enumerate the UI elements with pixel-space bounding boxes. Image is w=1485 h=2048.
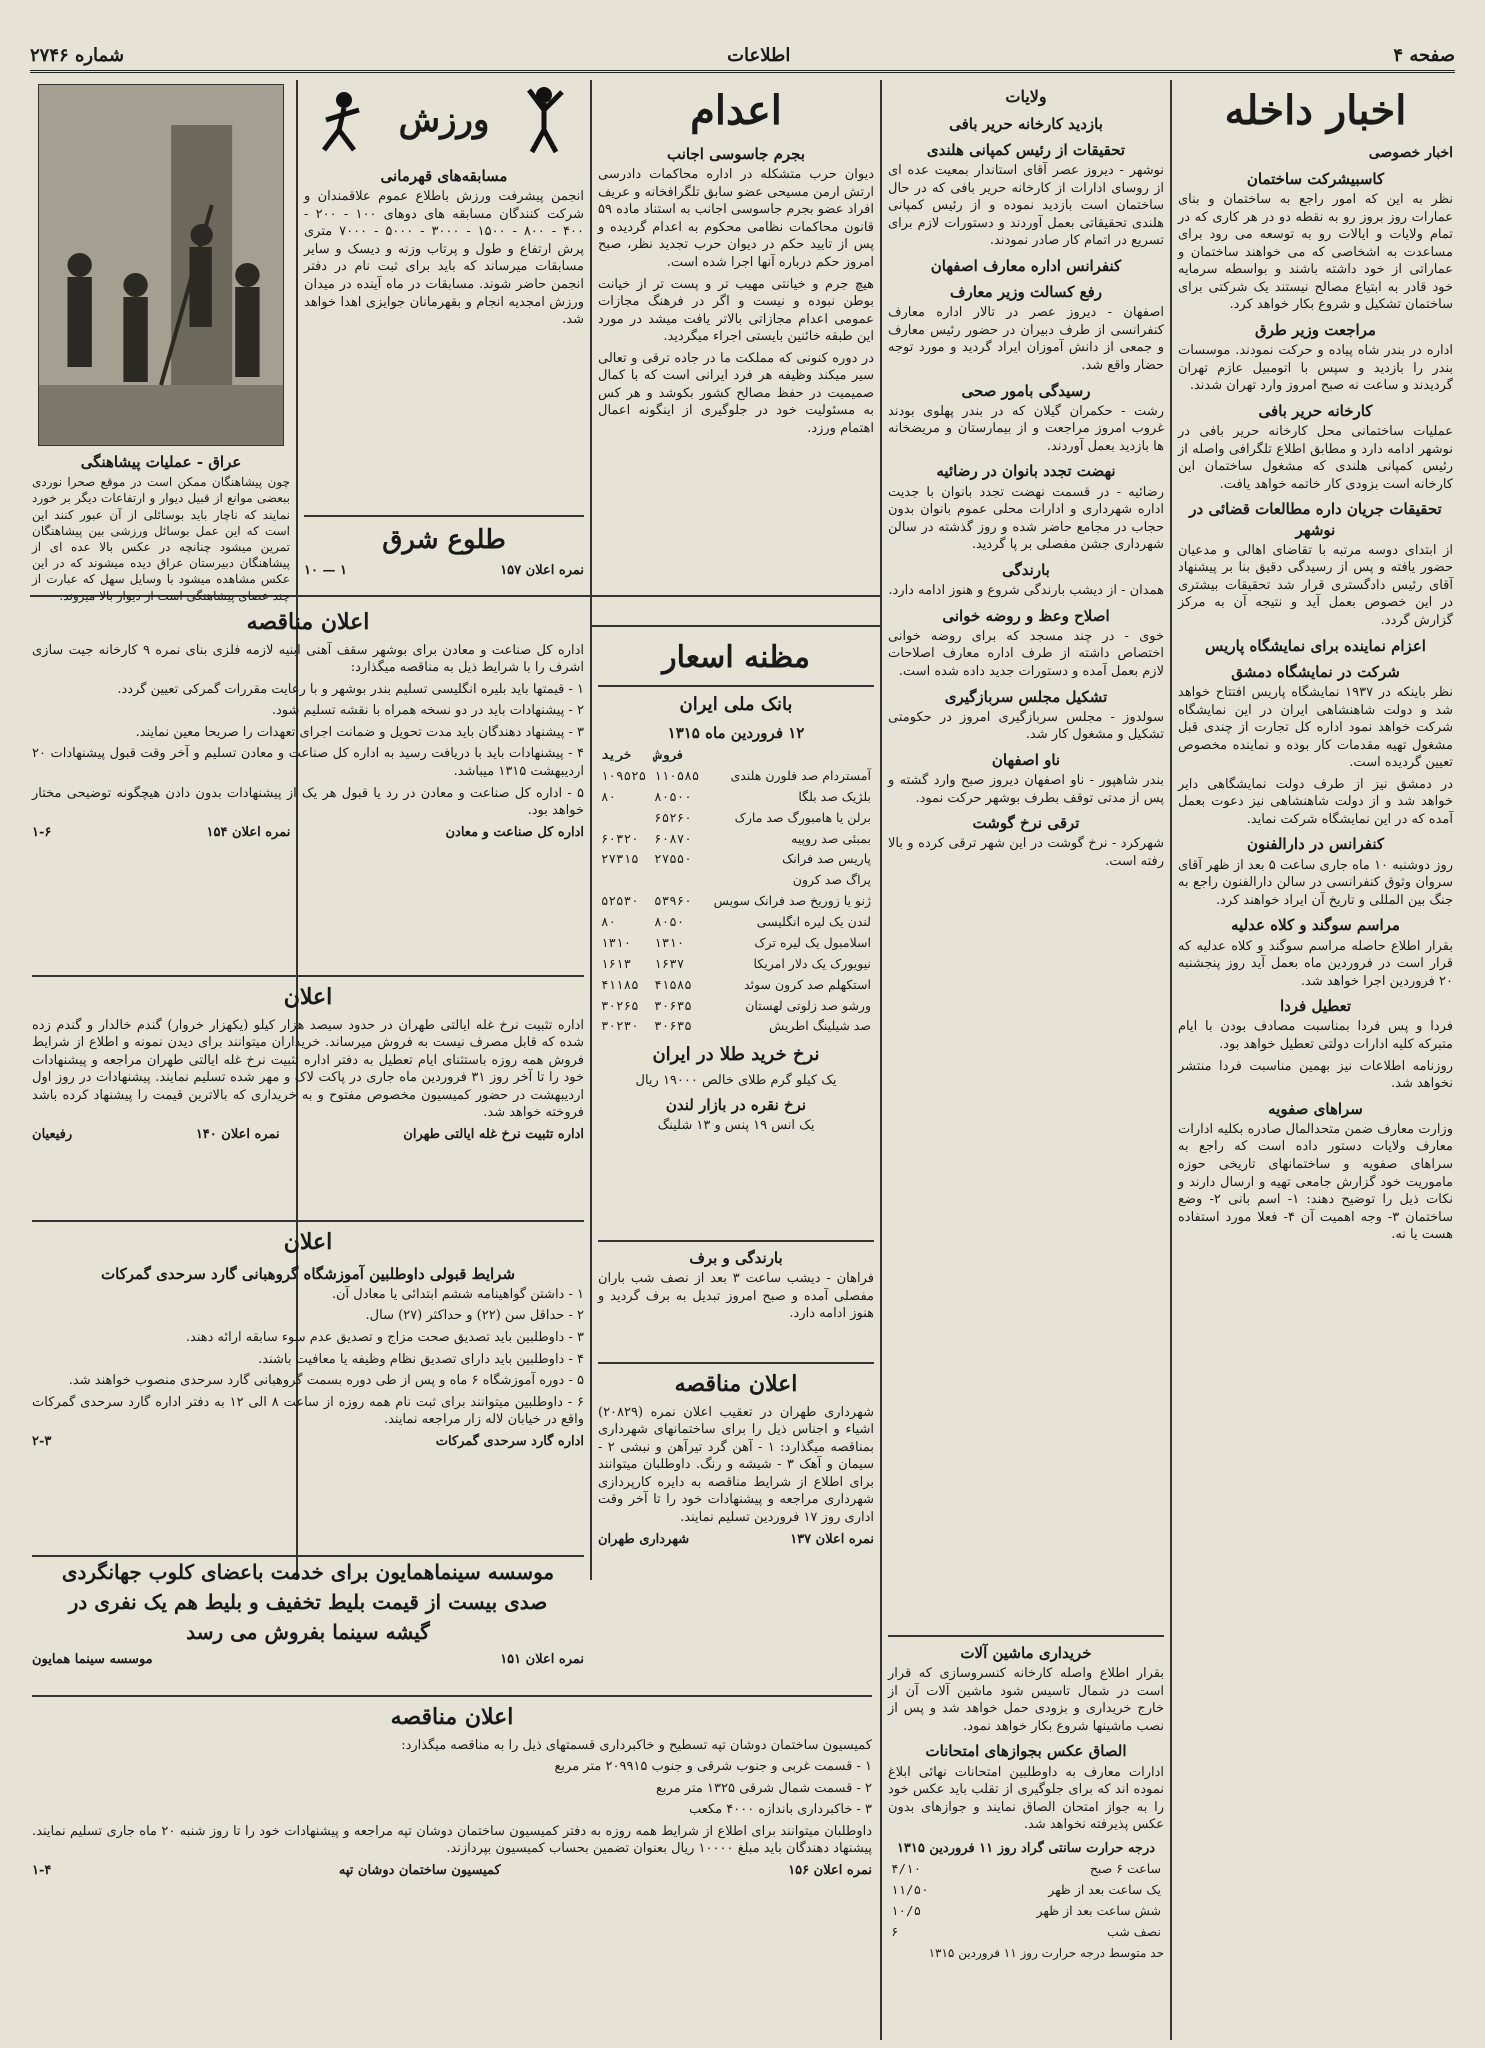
article-body: در دمشق نیز از طرف دولت نمایشگاهی دایر خواهد شد و از دولت شاهنشاهی نیز دعوت بعمل آمده که در این نمایشگاه شرکت نماید. — [1178, 776, 1453, 827]
ad-code: ۱-۴ — [32, 1862, 52, 1878]
article-body: نظر به این که امور راجع به ساختمان و بنای عمارات روز بروز رو به نقطه دو در هر کاری که در تمام ولایات و ایالات رو به توسعه می رود برای مساعدت به اشخاصی که می خواهند ساختمان و عماراتی از خود داشته باشند و بواسطه سرمایه خود قادر به ابتیاع مصالح نیستند یک شرکتی برای ساختمان تشکیل و شروع بکار خواهد کرد. — [1178, 192, 1453, 313]
table-row — [598, 829, 874, 850]
temperature-table — [888, 1859, 1164, 1943]
table-cell: ۸۰ — [601, 788, 617, 804]
column-rule — [1170, 80, 1172, 2040]
article-body: ادارات معارف به داوطلبین امتحانات نهائی ابلاغ نموده اند که برای جلوگیری از تقلب باید عکس خود را به جواز امتحان الصاق نمایند و جوازهای بدون عکس پذیرفته نخواهد شد. — [888, 1764, 1164, 1833]
ad-item: ۵ - دوره آموزشگاه ۶ ماه و پس از طی دوره بسمت گروهبانی گارد سرحدی منصوب خواهند شد. — [68, 1373, 584, 1389]
article-headline: مراسم سوگند و کلاه عدلیه — [1231, 916, 1400, 935]
table-cell: ۲۷۵۵۰ — [654, 851, 692, 867]
ad-item: ۳ - داوطلبین باید تصدیق صحت مزاج و تصدیق عدم سوء سابقه ارائه دهند. — [185, 1330, 584, 1346]
table-cell: ۴۱۵۸۵ — [654, 976, 692, 992]
article-body: بندر شاهپور - ناو اصفهان دیروز صبح وارد گشته و پس از مدتی توقف بطرف بوشهر حرکت نمود. — [888, 773, 1164, 806]
ad-signature — [32, 1651, 584, 1669]
article-subheadline: رفع کسالت وزیر معارف — [949, 283, 1103, 302]
sport-logo — [304, 80, 584, 160]
article-headline: تشکیل مجلس سربازگیری — [944, 687, 1108, 706]
ad-number: نمره اعلان ۱۳۷ — [790, 1531, 874, 1547]
table-cell: بمبئی صد روپیه — [791, 830, 871, 846]
table-row — [888, 1859, 1164, 1880]
table-cell: ۶۰۳۲۰ — [601, 830, 639, 846]
cinema-line: صدی بیست از قیمت بلیط تخفیف و بلیط هم یک نفری در — [68, 1590, 548, 1614]
tender-title: اعلان مناقصه — [390, 1704, 514, 1730]
article-body: هیچ جرم و خیانتی مهیب تر و پست تر از خیانت بوطن نبوده و نیست و اگر در فرهنگ مجازات عمومی اعدام مجازاتی بالاتر یافت میشد در مورد این طبقه خائنین بایستی اجراء میگردید. — [598, 276, 874, 345]
ad-signature — [32, 1433, 584, 1451]
section-label: ولایات — [1005, 87, 1047, 106]
ad-subtitle: شرایط قبولی داوطلبین آموزشگاه گروهبانی گارد سرحدی گمرکات — [100, 1264, 516, 1283]
ad-item: ۲ - حداقل سن (۲۲) و حداکثر (۲۷) سال. — [365, 1308, 584, 1324]
ad-signature — [32, 1126, 584, 1144]
gold-title: نرخ خرید طلا در ایران — [652, 1044, 820, 1066]
ad-number: نمره اعلان ۱۴۰ — [195, 1126, 280, 1142]
table-cell: اسلامبول یک لیره ترک — [754, 934, 871, 950]
signatory: اداره تثبیت نرخ غله ایالتی طهران — [403, 1126, 584, 1142]
table-cell: ۶ — [891, 1924, 899, 1940]
article-body: بقرار اطلاع حاصله مراسم سوگند و کلاه عدلیه که قرار است در فروردین ماه بعمل آید روز پنجشنبه ۲۰ فروردین اجرا خواهد شد. — [1178, 938, 1453, 989]
ad-item: ۴ - داوطلبین باید دارای تصدیق نظام وظیفه یا معافیت باشند. — [258, 1351, 584, 1367]
ad-body: اداره تثبیت نرخ غله ایالتی طهران در حدود سیصد هزار کیلو (یکهزار خروار) گندم خالدار و گندم زده شده که قابل مصرف نیست به فروش میرساند. خریداران میتوانند برای دیدن نمونه و اطلاع از شرایط فروش همه روزه باستثنای ایام تعطیل به دفتر اداره تثبیت نرخ غله ایالتی طهران مراجعه و پیشنهادات خود را تا آخر روز ۳۱ فروردین ماه جاری در پاکت لاک و مهر شده تسلیم نمایند. پیشنهادات در روز اول اردیبهشت در حضور کمیسیون مخصوص مفتوح و به خریداری که بالاترین قیمت را پیشنهاد کرده باشد فروخته خواهد شد. — [32, 1017, 584, 1121]
signatory-name: رفیعیان — [32, 1126, 73, 1142]
article-headline: الصاق عکس بجوازهای امتحانات — [925, 1742, 1127, 1761]
article-body: شهرکرد - نرخ گوشت در این شهر ترقی کرده و بالا رفته است. — [888, 836, 1164, 870]
table-cell — [598, 870, 651, 891]
table-cell: ۸۰۵۰۰ — [654, 788, 692, 804]
signatory: موسسه سینما همایون — [32, 1652, 153, 1667]
table-header-cell: خرید — [601, 747, 632, 763]
ad-number: نمره اعلان ۱۵۷ — [500, 563, 584, 579]
tender-dushan-tappeh — [32, 1695, 872, 2037]
article-headline: کاسبیشرکت ساختمان — [1246, 169, 1385, 188]
table-cell: ۴/۱۰ — [891, 1861, 922, 1877]
tender-title: اعلان مناقصه — [246, 609, 370, 635]
table-row — [598, 891, 874, 912]
rates-table — [598, 745, 874, 1037]
silver-line: یک انس ۱۹ پنس و ۱۳ شلینگ — [657, 1118, 815, 1134]
tender-municipality — [598, 1362, 874, 1634]
table-cell: بلژیک صد بلگا — [798, 788, 871, 804]
tender-item: ۴ - پیشنهادات باید با دریافت رسید به اداره کل صناعت و معادن تسلیم و آخر وقت قبول پیشنهادات ۲۰ اردیبهشت ۱۳۱۵ میباشد. — [32, 746, 584, 779]
scouts-photo-image — [39, 85, 283, 445]
article-headline: خریداری ماشین آلات — [960, 1644, 1092, 1662]
tender-body: شهرداری طهران در تعقیب اعلان نمره (۲۰۸۲۹) اشیاء و اجناس ذیل را برای ساختمانهای شهرداری بمناقصه میگذارد: ۱ - آهن گرد تیرآهن و نبشی ۲ - سیمان و آهک ۳ - شیشه و رنگ. داوطلبان میتوانند برای اطلاع از شرایط مناقصه به دایره کارپردازی شهرداری مراجعه و پیشنهادات خود را تا آخر وقت اداری روز ۱۷ فروردین تسلیم نمایند. — [598, 1404, 874, 1525]
table-cell: ۱۶۳۷ — [654, 955, 685, 971]
table-cell: نصف شب — [1107, 1924, 1161, 1940]
tender-item: ۲ - قسمت شمال شرقی ۱۳۲۵ متر مربع — [656, 1780, 872, 1796]
article-body: انجمن پیشرفت ورزش باطلاع عموم علاقمندان و شرکت کنندگان مسابقه های دوهای ۱۰۰ - ۲۰۰ - ۴۰۰ - ۸۰۰ - ۱۵۰۰ - ۳۰۰۰ - ۵۰۰۰ - ۷۰۰۰ متری پرش ارتفاع و طول و پرتاب وزنه و دیسک و سایر مسابقات میرساند که باید برای ثبت نام در دفتر انجمن حاضر شوند. مسابقات در ماه آینده در میدان ورزش امجدیه انجام و بقهرمانان جوایزی اهدا خواهد شد. — [304, 189, 584, 328]
silver-title: نرخ نقره در بازار لندن — [665, 1096, 807, 1115]
article-body: نوشهر - دیروز عصر آقای استاندار بمعیت عده ای از روسای ادارات از کارخانه حریر بافی که در حال ساختمان است بازدید نموده و از رئیس کمپانی هلندی تحقیقاتی بعمل آوردند و دستورات لازم برای تسریع در اتمام کار صادر نمودند. — [888, 163, 1164, 249]
tender-body: داوطلبان میتوانند برای اطلاع از شرایط همه روزه به دفتر کمیسیون ساختمان دوشان تپه مراجعه و پیشنهادات خود را تا روز شنبه ۲۰ ماه جاری تسلیم نمایند. پیشنهاد دهندگان باید مبلغ ۱۰۰۰۰ ریال بعنوان تضمین بحساب کمیسیون بپردازند. — [32, 1823, 873, 1857]
table-row — [598, 996, 874, 1017]
bank-name: بانک ملی ایران — [679, 693, 793, 715]
table-cell: ۳۰۲۳۰ — [601, 1018, 639, 1034]
article-body: نظر باینکه در ۱۹۳۷ نمایشگاه پاریس افتتاح خواهد شد و دولت شاهنشاهی ایران در این نمایشگاه شرکت خواهد نمود اداره کل تجارت از چندی قبل مشغول تهیه مقدمات کار بوده و نماینده مخصوص تعیین گردیده است. — [1178, 685, 1453, 771]
tender-item: ۳ - پیشنهاد دهندگان باید مدت تحویل و ضمانت اجرای تعهدات را صریحا معین نمایند. — [135, 724, 584, 740]
article-headline: بازدید کارخانه حریر بافی — [949, 114, 1103, 133]
table-cell: ۶۰۸۷۰ — [654, 830, 692, 846]
page-number: صفحه ۴ — [1393, 44, 1455, 66]
ad-headline: طلوع شرق — [382, 525, 506, 555]
sport-masthead: ورزش — [398, 100, 490, 140]
rates-title: مظنه اسعار — [598, 632, 874, 687]
tender-item: ۲ - پیشنهادات باید در دو نسخه همراه با نقشه تسلیم شود. — [271, 703, 584, 719]
tolu-shargh-ad — [304, 515, 584, 592]
ad-cinema — [32, 1555, 584, 1692]
article-subheadline: شرکت در نمایشگاه دمشق — [1231, 662, 1400, 681]
table-cell: ژنو یا زوریخ صد فرانک سویس — [713, 893, 871, 909]
article-body: خوی - در چند مسجد که برای روضه خوانی اختصاص داشته از طرف اداره معارف اصلاحات لازم بعمل آمده و دستورات جدید داده شده است. — [888, 628, 1164, 679]
tender-industry — [32, 602, 584, 972]
article-headline: رسیدگی بامور صحی — [961, 381, 1091, 400]
column-domestic-news — [1178, 80, 1453, 2040]
article-headline: اصلاح وعظ و روضه خوانی — [942, 606, 1110, 625]
article-body: دیوان حرب متشکله در اداره محاکمات دادرسی ارتش ارمن مسیحی عضو سابق تلگرافخانه و عریف افراد عضو بجرم جاسوسی اجانب به استناد ماده ۵۹ قانون محاکمات نظامی محکوم به اعدام گردیده و پس از تایید حکم در دیوان حرب تجدید نظر، صبح امروز حکم درباره آنها اجرا شده است. — [598, 167, 874, 270]
article-headline: مسابقه‌های قهرمانی — [380, 167, 508, 185]
signatory: شهرداری طهران — [598, 1531, 690, 1547]
table-cell: ۱۳۱۰ — [601, 934, 632, 950]
signatory: کمیسیون ساختمان دوشان تپه — [338, 1862, 501, 1878]
article-label: اخبار خصوصی — [1368, 145, 1453, 161]
article-headline: سراهای صفویه — [1268, 1099, 1363, 1118]
tender-signature — [32, 824, 584, 842]
table-cell: ۳۰۲۶۵ — [601, 997, 639, 1013]
article-headline: نهضت تجدد بانوان در رضائیه — [936, 462, 1116, 481]
ad-item: ۶ - داوطلبین میتوانند برای ثبت نام همه روزه از ساعت ۸ الی ۱۲ به دفتر اداره گارد سرحدی گمرکات واقع در خیابان لاله زار مراجعه نمایند. — [32, 1394, 584, 1428]
article-body: رضائیه - در قسمت نهضت تجدد بانوان با جدیت اداره شهرداری و ادارات محلی عموم بانوان بدون حجاب در مجامع حاضر شده و روز گذشته در سالن شهرداری جشن مفصلی بر پا گردید. — [888, 484, 1164, 553]
ad-border-guard — [32, 1220, 584, 1552]
headline-execution: اعدام — [690, 87, 782, 134]
column-provinces — [888, 80, 1164, 1630]
horizontal-rule — [590, 625, 880, 627]
article-subheadline: بجرم جاسوسی اجانب — [666, 145, 805, 163]
table-row — [598, 912, 874, 933]
ad-code: ۱-۶ — [32, 824, 52, 840]
rain-news — [598, 1240, 874, 1357]
table-row — [598, 766, 874, 787]
table-cell — [598, 808, 651, 829]
table-header-row — [598, 745, 874, 766]
table-header-cell: فروش — [654, 747, 685, 763]
rates-date: ۱۲ فروردین ماه ۱۳۱۵ — [667, 723, 805, 742]
table-cell: صد شیلینگ اطریش — [769, 1018, 871, 1034]
tender-body: کمیسیون ساختمان دوشان تپه تسطیح و خاکبرداری قسمتهای ذیل را به مناقصه میگذارد: — [401, 1737, 872, 1753]
article-body: اداره در بندر شاه پیاده و حرکت نمودند. موسسات بندر را بازدید و سپس با اتومبیل عازم تهران گردیدند و ساعت نه صبح امروز وارد تهران شدند. — [1178, 343, 1453, 394]
ad-number: نمره اعلان ۱۵۱ — [500, 1652, 584, 1667]
table-cell: آمستردام صد فلورن هلندی — [730, 767, 871, 783]
gold-line: یک کیلو گرم طلای خالص ۱۹۰۰۰ ریال — [635, 1072, 837, 1088]
article-body: سولدوز - مجلس سربازگیری امروز در حکومتی تشکیل و مشغول کار شد. — [888, 709, 1164, 743]
tender-signature — [32, 1862, 872, 1880]
photo-caption-title: عراق - عملیات پیشاهنگی — [80, 453, 242, 471]
column-photo — [32, 80, 290, 603]
tender-title: اعلان مناقصه — [674, 1371, 798, 1397]
table-cell: ۳۰۶۳۵ — [654, 1018, 692, 1034]
tender-signature — [598, 1531, 874, 1549]
tender-item: ۱ - قیمتها باید بلیره انگلیسی تسلیم بندر بوشهر و با رعایت مقررات گمرکی تعیین گردد. — [117, 681, 584, 697]
tender-item: ۱ - قسمت غربی و جنوب شرقی و جنوب ۲۰۹۹۱۵ متر مربع — [554, 1759, 872, 1775]
temperature-note: حد متوسط درجه حرارت روز ۱۱ فروردین ۱۳۱۵ — [928, 1945, 1164, 1960]
article-body: عملیات ساختمانی محل کارخانه حریر بافی در نوشهر ادامه دارد و مطابق اطلاع تلگرافی واصله از رئیس کمپانی هلندی که مشغول ساختمان این کارخانه است بزودی کار خاتمه خواهد یافت. — [1178, 424, 1453, 492]
article-headline: بارندگی و برف — [689, 1249, 783, 1267]
photo-caption: چون پیشاهنگان ممکن است در موقع صحرا نوردی ببعضی موانع از قبیل دیوار و ارتفاعات دیگر بر خورد نمایند که ناچار باید بوسائلی از آن عبور کنند این است که این عمل بوسائل ورزشی بین پیشاهنگان تمرین میشود چنانچه در عکس بالا عده ای از پیشاهنگان دبیرستان عراق دیده میشوند که در این عکس مشاهده میشود با وسایل سهل که عبارت از چند عصای پیشاهنگی است از دیوار بالا میروند. — [32, 475, 290, 603]
table-row — [598, 933, 874, 954]
tender-intro: اداره کل صناعت و معادن برای بوشهر سقف آهنی ابنیه لازمه فلزی بنای نمره ۹ کارخانه جیت سازی اشرف را با شرایط ذیل به مناقصه میگذارد: — [32, 642, 584, 676]
article-body: اصفهان - دیروز عصر در تالار اداره معارف کنفرانسی از طرف دبیران در حضور رئیس معارف و جمعی از دانش آموزان ایراد گردید و مورد توجه حضار واقع شد. — [888, 305, 1164, 373]
paper-name: اطلاعات — [727, 44, 791, 66]
table-cell: ۵۳۹۶۰ — [654, 893, 692, 909]
article-headline: کنفرانس اداره معارف اصفهان — [930, 256, 1122, 275]
article-body: روز دوشنبه ۱۰ ماه جاری ساعت ۵ بعد از ظهر آقای سروان وثوق کنفرانسی در سالن دارالفنون راجع به جنگ بین المللی و تاریخ آن ایراد خواهند کرد. — [1178, 857, 1453, 908]
signatory: اداره کل صناعت و معادن — [445, 824, 584, 840]
article-headline: ترقی نرخ گوشت — [972, 814, 1080, 833]
article-body: در دوره کنونی که مملکت ما در جاده ترقی و تعالی سیر میکند وظیفه هر فرد ایرانی است که با کمال صمیمیت در حفظ مصالح کشور بکوشد و هر کس به مسئولیت خود در جلوگیری از اینگونه اعمال اهتمام ورزد. — [598, 350, 874, 436]
ad-grain — [32, 975, 584, 1217]
table-cell — [651, 870, 704, 891]
table-row — [598, 954, 874, 975]
table-row — [598, 1016, 874, 1037]
temperature-title: درجه حرارت سانتی گراد روز ۱۱ فروردین ۱۳۱۵ — [896, 1840, 1156, 1856]
table-cell: ۴۱۱۸۵ — [601, 976, 639, 992]
article-headline: کارخانه حریر بافی — [1258, 401, 1373, 420]
article-headline: کنفرانس در دارالفنون — [1246, 835, 1385, 854]
table-row — [598, 870, 874, 891]
ad-code: ۱ — ۱۰ — [304, 563, 348, 579]
table-cell: ۲۷۳۱۵ — [601, 851, 639, 867]
table-cell: ۸۰ — [601, 914, 617, 930]
page-header — [30, 40, 1455, 73]
article-headline: بارندگی — [1002, 560, 1050, 579]
table-cell: ساعت ۶ صبح — [1089, 1861, 1161, 1877]
table-header-cell — [704, 745, 874, 766]
table-cell: ۸۰۵۰ — [654, 914, 685, 930]
table-cell: پراگ صد کرون — [792, 872, 871, 888]
table-cell: ۳۰۶۳۵ — [654, 997, 692, 1013]
article-body: وزارت معارف ضمن متحدالمال صادره بکلیه ادارات معارف ولایات دستور داده است که راجع به سراهای صفویه و ساختمانهای تاریخی حوزه ماموریت خود گزارش جامعی تهیه و ارسال دارند و نکات ذیل را توضیح دهند: ۱- اسم بانی ۲- وضع ساختمان ۳- وجه اهمیت آن ۴- فعلا مورد استفاده هست یا نه. — [1178, 1121, 1454, 1243]
article-body: از ابتدای دوسه مرتبه با تقاضای اهالی و مدعیان حضور یافته و پس از رسیدگی دقیق بنا بر پیشنهاد آقای رئیس دادگستری قرار شد تحقیقات بیشتری در این خصوص بعمل آید و نتیجه آن به مرکز گزارش گردد. — [1178, 542, 1453, 628]
column-sport — [304, 80, 584, 510]
table-row — [888, 1901, 1164, 1922]
table-cell: ۱۰۹۵۲۵ — [601, 767, 647, 783]
section-masthead: اخبار داخله — [1224, 87, 1407, 134]
table-cell: ۱۰/۵ — [891, 1903, 922, 1919]
table-cell: نیویورک یک دلار امریکا — [753, 955, 871, 971]
table-row — [888, 1880, 1164, 1901]
table-cell: ورشو صد زلوتی لهستان — [745, 997, 871, 1013]
table-cell: برلن یا هامبورگ صد مارک — [734, 809, 871, 825]
table-cell: یک ساعت بعد از ظهر — [1048, 1882, 1161, 1898]
exchange-rates-box — [598, 632, 874, 1232]
table-row — [598, 787, 874, 808]
table-cell: ۱۱/۵۰ — [891, 1882, 929, 1898]
table-row — [598, 849, 874, 870]
signatory: اداره گارد سرحدی گمرکات — [435, 1433, 584, 1449]
table-row — [598, 808, 874, 829]
column-rule — [880, 80, 882, 2040]
table-cell: ۱۳۱۰ — [654, 934, 685, 950]
ad-code: ۲-۳ — [32, 1433, 52, 1449]
column-misc — [888, 1635, 1164, 2042]
article-headline: ناو اصفهان — [991, 750, 1061, 769]
article-body: همدان - از دیشب بارندگی شروع و هنوز ادامه دارد. — [888, 583, 1164, 599]
article-body: فردا و پس فردا بمناسبت مصادف بودن با ایام متبرکه کلیه ادارات دولتی تعطیل خواهد بود. — [1178, 1019, 1453, 1052]
table-cell: پاریس صد فرانک — [782, 851, 871, 867]
ad-number: نمره اعلان ۱۵۴ — [206, 824, 291, 840]
ad-title: اعلان — [283, 984, 333, 1010]
table-row — [888, 1922, 1164, 1943]
article-headline: تحقیقات جریان داره مطالعات قضائی در نوشهر — [1189, 500, 1442, 539]
cinema-line: موسسه سینماهمایون برای خدمت باعضای کلوب جهانگردی — [61, 1560, 555, 1584]
tender-item: ۳ - خاکبرداری باندازه ۴۰۰۰ مکعب — [688, 1802, 872, 1818]
table-cell: استکهلم صد کرون سوئد — [744, 976, 871, 992]
issue-number: شماره ۲۷۴۶ — [30, 44, 125, 66]
table-cell: شش ساعت بعد از ظهر — [1036, 1903, 1161, 1919]
table-cell: ۱۶۱۳ — [601, 955, 632, 971]
article-body: فراهان - دیشب ساعت ۳ بعد از نصف شب باران مفصلی آمده و صبح امروز تبدیل به برف گردید و هنوز ادامه دارد. — [598, 1271, 874, 1322]
article-headline: اعزام نماینده برای نمایشگاه پاریس — [1205, 636, 1426, 655]
article-body: بقرار اطلاع واصله کارخانه کنسروسازی که قرار است در شمال تاسیس شود ماشین آلات آن از خارج خریداری و بزودی حمل خواهد شد و پس از نصب ماشینها شروع بکار خواهد نمود. — [888, 1666, 1164, 1734]
table-row — [598, 975, 874, 996]
article-subheadline: تحقیقات از رئیس کمپانی هلندی — [926, 140, 1126, 159]
article-headline: مراجعت وزیر طرق — [1255, 320, 1376, 339]
scouts-photo — [38, 84, 284, 446]
ad-number: نمره اعلان ۱۵۶ — [788, 1862, 872, 1878]
table-cell: ۵۲۵۳۰ — [601, 893, 639, 909]
ad-footer — [304, 562, 584, 580]
tender-item: ۵ - اداره کل صناعت و معادن در رد یا قبول هر یک از پیشنهادات بدون دادن هیچگونه توضیحی مختار خواهد بود. — [32, 785, 584, 819]
cinema-line: گیشه سینما بفروش می رسد — [186, 1620, 430, 1644]
article-body: روزنامه اطلاعات نیز بهمین مناسبت فردا منتشر نخواهد شد. — [1178, 1058, 1453, 1092]
article-body: رشت - حکمران گیلان که در بندر پهلوی بودند غروب امروز مراجعت و از بیمارستان و مریضخانه ها بازدید بعمل آوردند. — [888, 403, 1164, 454]
column-execution — [598, 80, 874, 620]
article-headline: تعطیل فردا — [1279, 997, 1352, 1016]
table-cell: لندن یک لیره انگلیسی — [756, 914, 871, 930]
ad-title: اعلان — [283, 1229, 333, 1255]
column-rule — [590, 80, 592, 1580]
table-cell: ۶۵۲۶۰ — [654, 809, 692, 825]
table-cell: ۱۱۰۵۸۵ — [654, 767, 700, 783]
ad-item: ۱ - داشتن گواهینامه ششم ابتدائی یا معادل آن. — [331, 1286, 584, 1302]
